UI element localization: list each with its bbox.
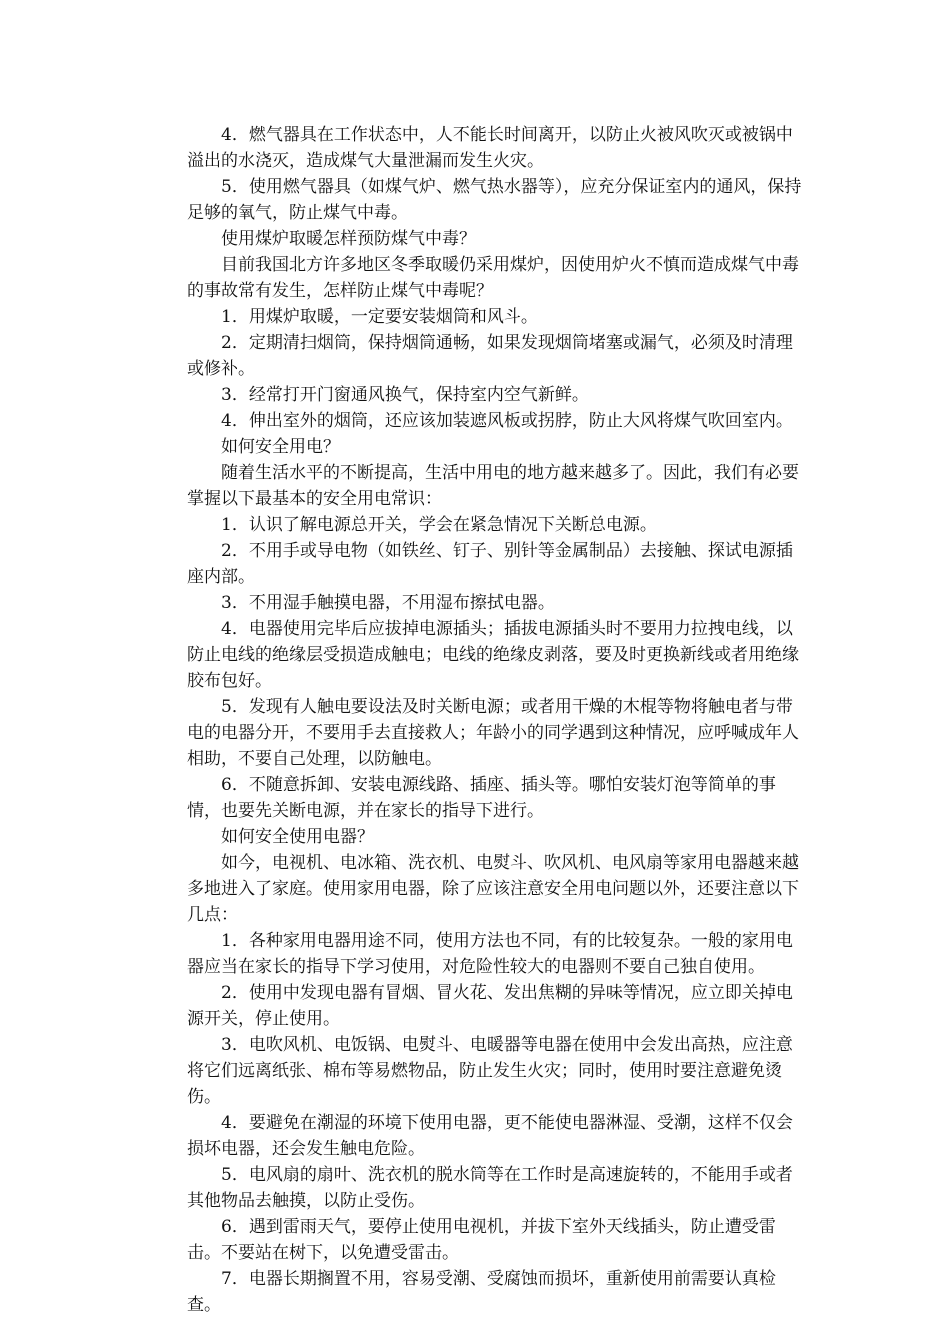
paragraph-coal-stove-4: 4．伸出室外的烟筒，还应该加装遮风板或拐脖，防止大风将煤气吹回室内。 xyxy=(221,411,793,431)
paragraph-appliance-3: 3．电吹风机、电饭锅、电熨斗、电暖器等电器在使用中会发出高热，应注意将它们远离纸张、棉布等易燃物品，防止发生火灾；同时，使用时要注意避免烫伤。 xyxy=(187,1035,793,1107)
paragraph-appliance-2: 2．使用中发现电器有冒烟、冒火花、发出焦糊的异味等情况，应立即关掉电源开关，停止使用。 xyxy=(187,983,793,1029)
heading-appliance-safety: 如何安全使用电器？ xyxy=(221,827,374,847)
paragraph-electricity-4: 4．电器使用完毕后应拔掉电源插头；插拔电源插头时不要用力拉拽电线，以防止电线的绝缘层受损造成触电；电线的绝缘皮剥落，要及时更换新线或者用绝缘胶布包好。 xyxy=(187,619,799,691)
paragraph-electricity-2: 2．不用手或导电物（如铁丝、钉子、别针等金属制品）去接触、探试电源插座内部。 xyxy=(187,541,793,587)
paragraph-coal-stove-2: 2．定期清扫烟筒，保持烟筒通畅，如果发现烟筒堵塞或漏气，必须及时清理或修补。 xyxy=(187,333,793,379)
paragraph-coal-stove-intro: 目前我国北方许多地区冬季取暖仍采用煤炉，因使用炉火不慎而造成煤气中毒的事故常有发生，怎样防止煤气中毒呢？ xyxy=(187,255,799,301)
heading-electricity-safety: 如何安全用电？ xyxy=(221,437,340,457)
paragraph-electricity-5: 5．发现有人触电要设法及时关断电源；或者用干燥的木棍等物将触电者与带电的电器分开，不要用手去直接救人；年龄小的同学遇到这种情况，应呼喊成年人相助，不要自己处理，以防触电。 xyxy=(187,697,799,769)
paragraph-appliance-1: 1．各种家用电器用途不同，使用方法也不同，有的比较复杂。一般的家用电器应当在家长的指导下学习使用，对危险性较大的电器则不要自己独自使用。 xyxy=(187,931,793,977)
paragraph-electricity-1: 1．认识了解电源总开关，学会在紧急情况下关断总电源。 xyxy=(221,515,657,535)
heading-coal-stove: 使用煤炉取暖怎样预防煤气中毒？ xyxy=(221,229,476,249)
paragraph-appliance-5: 5．电风扇的扇叶、洗衣机的脱水筒等在工作时是高速旋转的，不能用手或者其他物品去触摸，以防止受伤。 xyxy=(187,1165,793,1211)
paragraph-electricity-intro: 随着生活水平的不断提高，生活中用电的地方越来越多了。因此，我们有必要掌握以下最基本的安全用电常识： xyxy=(187,463,799,509)
paragraph-gas-appliance-4: 4．燃气器具在工作状态中，人不能长时间离开，以防止火被风吹灭或被锅中溢出的水浇灭，造成煤气大量泄漏而发生火灾。 xyxy=(187,125,793,171)
paragraph-appliance-intro: 如今，电视机、电冰箱、洗衣机、电熨斗、吹风机、电风扇等家用电器越来越多地进入了家庭。使用家用电器，除了应该注意安全用电问题以外，还要注意以下几点： xyxy=(187,853,799,925)
paragraph-appliance-7: 7．电器长期搁置不用，容易受潮、受腐蚀而损坏，重新使用前需要认真检查。 xyxy=(187,1269,776,1315)
paragraph-coal-stove-3: 3．经常打开门窗通风换气，保持室内空气新鲜。 xyxy=(221,385,589,405)
paragraph-electricity-6: 6．不随意拆卸、安装电源线路、插座、插头等。哪怕安装灯泡等简单的事情，也要先关断电源，并在家长的指导下进行。 xyxy=(187,775,776,821)
paragraph-electricity-3: 3．不用湿手触摸电器，不用湿布擦拭电器。 xyxy=(221,593,555,613)
paragraph-appliance-6: 6．遇到雷雨天气，要停止使用电视机，并拔下室外天线插头，防止遭受雷击。不要站在树下，以免遭受雷击。 xyxy=(187,1217,776,1263)
paragraph-gas-appliance-5: 5．使用燃气器具（如煤气炉、燃气热水器等），应充分保证室内的通风，保持足够的氧气，防止煤气中毒。 xyxy=(187,177,802,223)
document-page xyxy=(187,122,807,1318)
paragraph-coal-stove-1: 1．用煤炉取暖，一定要安装烟筒和风斗。 xyxy=(221,307,538,327)
paragraph-appliance-4: 4．要避免在潮湿的环境下使用电器，更不能使电器淋湿、受潮，这样不仅会损坏电器，还会发生触电危险。 xyxy=(187,1113,793,1159)
